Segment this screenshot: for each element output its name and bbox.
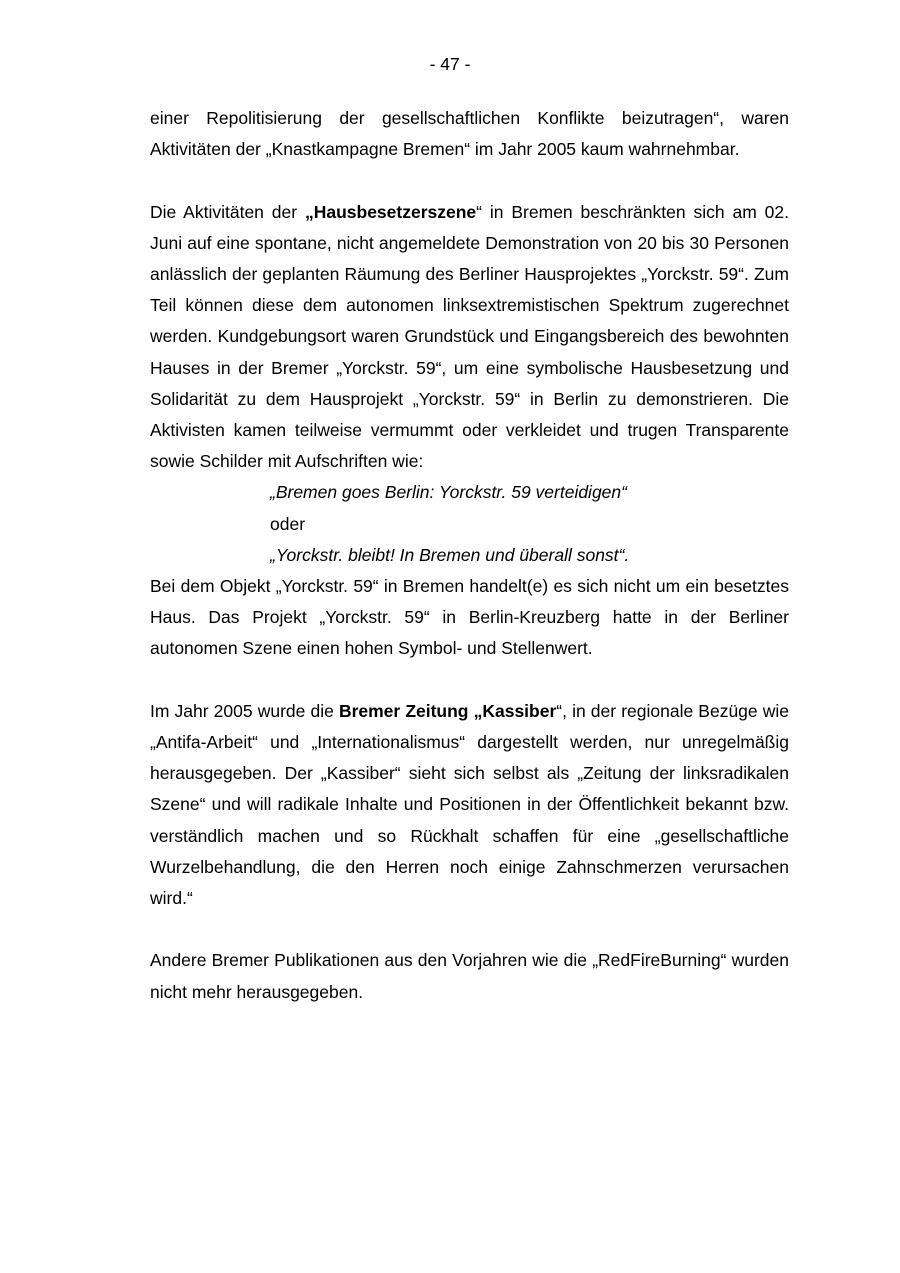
paragraph-gap	[150, 165, 789, 196]
paragraph-yorckstr-objekt: Bei dem Objekt „Yorckstr. 59“ in Bremen handelt(e) es sich nicht um ein besetztes Haus. Das Projekt „Yorckstr. 59“ in Berlin-Kreuzberg hatte in der Berliner autonomen Szene einen hohen Symbol- und Stellenwert.	[150, 576, 789, 659]
text-run: Die Aktivitäten der	[150, 201, 305, 222]
page-number: - 47 -	[429, 54, 471, 74]
slogan-quote-1: „Bremen goes Berlin: Yorckstr. 59 verteidigen“	[270, 482, 627, 503]
bold-term-kassiber: Bremer Zeitung „Kassiber	[338, 700, 557, 721]
paragraph-gap	[150, 914, 789, 945]
paragraph-publikationen: Andere Bremer Publikationen aus den Vorjahren wie die „RedFireBurning“ wurden nicht mehr herausgegeben.	[150, 950, 789, 1002]
text-run: “ in Bremen beschränkten sich am 02. Juni auf eine spontane, nicht angemeldete Demonstration von 20 bis 30 Personen anlässlich der geplanten Räumung des Berliner Hausprojektes „Yorckstr. 59“. Zum Teil können diese dem autonomen linksextremistischen Spektrum zugerechnet werden. Kundgebungsort waren Grundstück und Eingangsbereich des bewohnten Hauses in der Bremer „Yorckstr. 59“, um eine symbolische Hausbesetzung und Solidarität zu dem Hausprojekt „Yorckstr. 59“ in Berlin zu demonstrieren. Die Aktivisten kamen teilweise vermummt oder verkleidet und trugen Transparente sowie Schilder mit Aufschriften wie:	[150, 201, 789, 472]
paragraph-hausbesetzerszene	[150, 197, 789, 478]
text-run: “, in der regionale Bezüge wie „Antifa-Arbeit“ und „Internationalismus“ dargestellt werden, nur unregelmäßig herausgegeben. Der „Kassiber“ sieht sich selbst als „Zeitung der linksradikalen Szene“ und will radikale Inhalte und Positionen in der Öffentlichkeit bekannt bzw. verständlich machen und so Rückhalt schaffen für eine „gesellschaftliche Wurzelbehandlung, die den Herren noch einige Zahnschmerzen verursachen wird.“	[150, 700, 790, 909]
bold-term-hausbesetzerszene: „Hausbesetzerszene	[304, 201, 477, 222]
paragraph-kassiber	[150, 696, 789, 914]
paragraph-gap	[150, 665, 789, 696]
slogan-quotes	[150, 477, 789, 571]
paragraph-knastkampagne: einer Repolitisierung der gesellschaftlichen Konflikte beizutragen“, waren Aktivitäten der „Knastkampagne Bremen“ im Jahr 2005 kaum wahrnehmbar.	[150, 108, 789, 160]
slogan-separator: oder	[270, 513, 306, 534]
text-run: Im Jahr 2005 wurde die	[150, 700, 339, 721]
document-body	[150, 103, 789, 1008]
slogan-quote-2: „Yorckstr. bleibt! In Bremen und überall sonst“.	[270, 544, 630, 565]
